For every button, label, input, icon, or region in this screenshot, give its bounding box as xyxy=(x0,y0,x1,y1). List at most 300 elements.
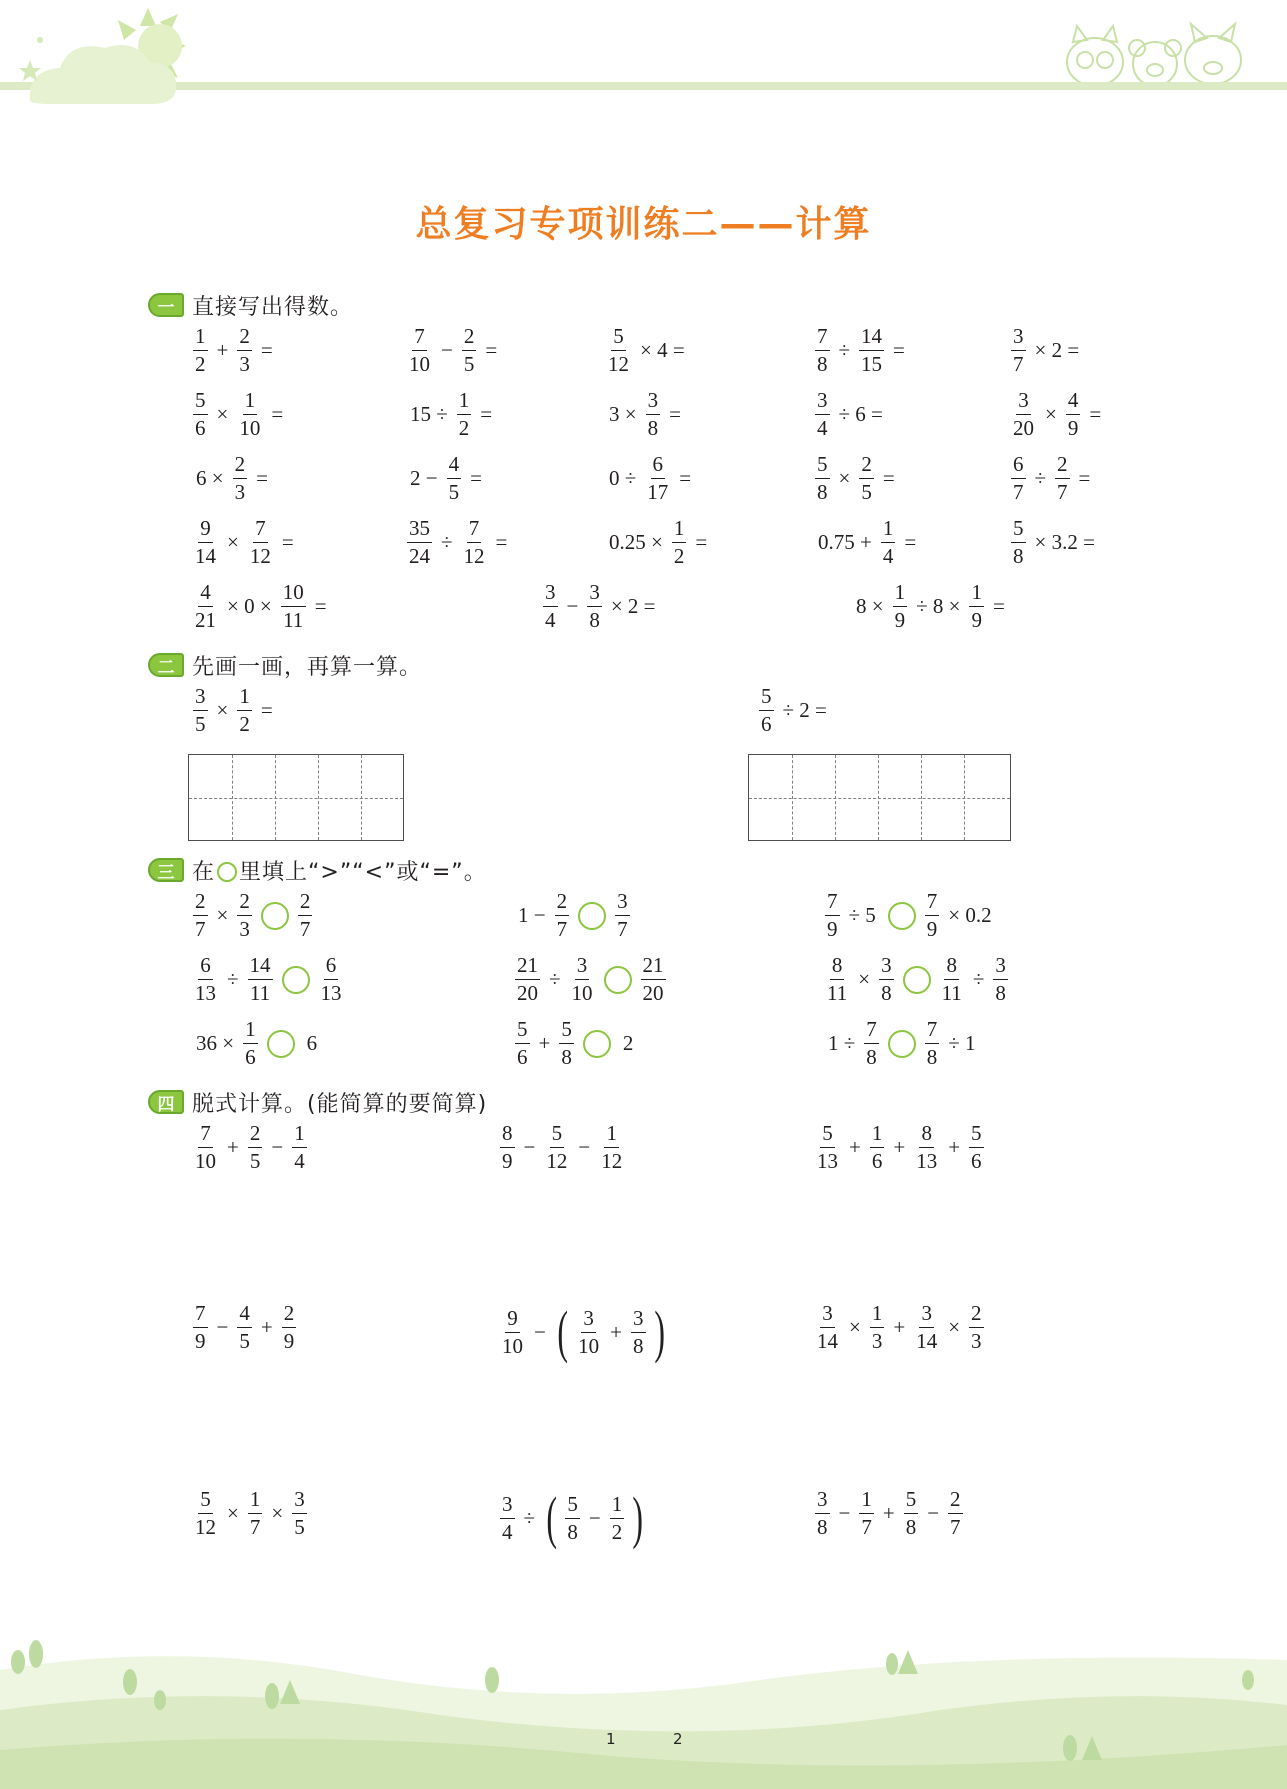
operator: = xyxy=(669,402,681,426)
numerator: 7 xyxy=(825,891,840,916)
numerator: 3 xyxy=(500,1494,515,1519)
fraction xyxy=(193,686,208,735)
denominator: 10 xyxy=(578,1333,600,1358)
fraction xyxy=(646,390,661,439)
oral-calc-item xyxy=(603,326,691,375)
numerator: 1 xyxy=(292,1123,307,1148)
operator: + xyxy=(538,1031,551,1055)
denominator: 12 xyxy=(249,544,271,568)
numerator: 2 xyxy=(555,891,570,916)
numerator: 3 xyxy=(993,955,1008,980)
operator: = xyxy=(260,698,273,722)
fraction xyxy=(969,582,984,631)
numerator: 7 xyxy=(864,1019,879,1044)
compare-circle-blank[interactable] xyxy=(261,902,289,930)
numerator: 7 xyxy=(815,326,830,351)
denominator: 3 xyxy=(971,1329,982,1353)
compare-circle-blank[interactable] xyxy=(888,1030,916,1058)
operator: + xyxy=(227,1135,239,1159)
numerator: 35 xyxy=(407,518,432,543)
denominator: 8 xyxy=(881,981,892,1005)
operator: × xyxy=(858,967,871,991)
denominator: 8 xyxy=(647,416,659,440)
oral-calc-item xyxy=(190,582,333,631)
numerator: 5 xyxy=(820,1123,835,1148)
denominator: 11 xyxy=(827,981,848,1005)
numerator: 2 xyxy=(948,1489,963,1514)
numerator: 7 xyxy=(193,1303,208,1328)
operator: × 0 × xyxy=(227,594,272,618)
denominator: 5 xyxy=(195,712,206,736)
numerator: 6 xyxy=(1011,454,1026,479)
fraction xyxy=(193,582,218,631)
operator: = xyxy=(679,466,692,490)
fraction xyxy=(925,891,940,940)
fraction xyxy=(870,1123,885,1172)
numerator: 3 xyxy=(581,1308,596,1333)
numerator: 3 xyxy=(587,582,602,607)
numerator: 5 xyxy=(969,1123,984,1148)
fraction xyxy=(815,1303,840,1352)
numerator: 4 xyxy=(198,582,213,607)
numerator: 5 xyxy=(611,326,626,351)
operator: − xyxy=(216,1315,229,1339)
compare-circle-blank[interactable] xyxy=(604,966,632,994)
operator: × xyxy=(216,698,229,722)
operator: − xyxy=(566,594,579,618)
draw-calc-item xyxy=(756,686,833,735)
fraction xyxy=(606,326,631,375)
numerator: 3 xyxy=(820,1303,835,1328)
parenthesis: ) xyxy=(632,1485,644,1550)
fraction xyxy=(904,1489,919,1538)
numerator: 3 xyxy=(575,955,590,980)
denominator: 9 xyxy=(971,608,982,632)
denominator: 8 xyxy=(926,1045,938,1069)
section-3-badge: 三 xyxy=(148,858,184,882)
operator: 15 ÷ xyxy=(410,402,448,426)
section-3-header xyxy=(148,855,487,885)
compare-item xyxy=(822,891,998,940)
operator: 0 ÷ xyxy=(609,466,637,490)
numerator: 14 xyxy=(859,326,884,351)
denominator: 14 xyxy=(195,544,216,568)
operator: = xyxy=(495,530,508,554)
denominator: 17 xyxy=(647,480,669,504)
operator: = xyxy=(485,338,498,362)
numerator: 1 xyxy=(248,1489,263,1514)
fraction xyxy=(193,326,208,375)
operator: × 4 = xyxy=(640,338,685,362)
step-calc-item xyxy=(497,1299,670,1364)
numerator: 8 xyxy=(944,955,959,980)
operator: × 0.2 xyxy=(948,903,992,927)
numerator: 2 xyxy=(859,454,874,479)
denominator: 5 xyxy=(861,480,872,504)
section-2-badge: 二 xyxy=(148,653,184,677)
operator: = xyxy=(882,466,895,490)
compare-item xyxy=(822,1019,982,1068)
denominator: 24 xyxy=(409,544,430,568)
denominator: 12 xyxy=(195,1515,216,1539)
denominator: 3 xyxy=(239,352,250,376)
page-number-right: 2 xyxy=(673,1730,683,1748)
denominator: 5 xyxy=(463,352,475,376)
operator: 6 × xyxy=(196,466,224,490)
oral-calc-item xyxy=(1008,454,1096,503)
section-1-instruction: 直接写出得数。 xyxy=(192,294,354,320)
section-4-badge: 四 xyxy=(148,1090,184,1114)
operator: = xyxy=(695,530,708,554)
fraction xyxy=(515,1019,530,1068)
denominator: 4 xyxy=(817,416,828,440)
step-calc-item xyxy=(190,1123,310,1172)
denominator: 8 xyxy=(567,1519,578,1544)
fraction xyxy=(237,686,252,735)
fraction xyxy=(645,454,670,503)
oral-calc-item xyxy=(1008,390,1107,439)
fraction xyxy=(1066,390,1081,439)
denominator: 4 xyxy=(294,1149,305,1173)
numerator: 7 xyxy=(925,891,940,916)
numerator: 4 xyxy=(237,1303,252,1328)
operator: = xyxy=(480,402,493,426)
compare-circle-blank[interactable] xyxy=(903,966,931,994)
fraction xyxy=(969,1303,984,1352)
denominator: 2 xyxy=(239,712,250,736)
fraction xyxy=(948,1489,963,1538)
denominator: 9 xyxy=(926,917,938,941)
drawing-grid-right[interactable] xyxy=(748,754,1011,841)
operator: × xyxy=(271,1501,284,1525)
denominator: 5 xyxy=(294,1515,305,1539)
denominator: 6 xyxy=(517,1045,528,1069)
numerator: 6 xyxy=(198,955,213,980)
page-title: 总复习专项训练二——计算 xyxy=(415,204,872,245)
fraction xyxy=(281,582,306,631)
denominator: 9 xyxy=(1067,416,1079,440)
operator: × xyxy=(216,903,229,927)
denominator: 8 xyxy=(817,352,828,376)
fraction xyxy=(462,326,477,375)
operator: 1 − xyxy=(518,903,546,927)
step-calc-item xyxy=(190,1303,299,1352)
numerator: 1 xyxy=(893,582,908,607)
oral-calc-item xyxy=(850,582,1011,631)
fraction xyxy=(193,390,208,439)
compare-circle-blank[interactable] xyxy=(282,966,310,994)
fraction xyxy=(248,1489,263,1538)
operator: × 2 = xyxy=(1034,338,1080,362)
numerator: 5 xyxy=(815,454,830,479)
denominator: 15 xyxy=(861,352,883,376)
numerator: 8 xyxy=(919,1123,934,1148)
operator: × xyxy=(216,402,229,426)
fraction xyxy=(815,454,830,503)
denominator: 7 xyxy=(249,1515,261,1539)
numerator: 21 xyxy=(641,955,666,980)
numerator: 1 xyxy=(243,390,258,415)
operator: ÷ xyxy=(523,1505,536,1530)
oral-calc-item xyxy=(190,326,279,375)
operator: + xyxy=(948,1135,961,1159)
operator: ÷ 6 = xyxy=(838,402,883,426)
denominator: 3 xyxy=(871,1329,883,1353)
denominator: 9 xyxy=(195,1329,206,1353)
operator: = xyxy=(893,338,905,362)
denominator: 4 xyxy=(882,544,894,568)
oral-calc-item xyxy=(404,390,498,439)
operator: 8 × xyxy=(856,594,884,618)
compare-item xyxy=(190,955,347,1004)
operator: = xyxy=(281,530,294,554)
step-calc-item xyxy=(497,1123,627,1172)
denominator: 5 xyxy=(448,480,460,504)
denominator: 5 xyxy=(249,1149,261,1173)
oral-calc-item xyxy=(812,518,922,567)
section-4-header xyxy=(148,1087,487,1117)
fraction xyxy=(615,891,630,940)
compare-circle-blank[interactable] xyxy=(578,902,606,930)
fraction xyxy=(969,1123,984,1172)
denominator: 3 xyxy=(234,480,246,504)
denominator: 12 xyxy=(546,1149,568,1173)
numerator: 5 xyxy=(1011,518,1026,543)
compare-circle-blank[interactable] xyxy=(888,902,916,930)
operator: − xyxy=(523,1135,536,1159)
denominator: 7 xyxy=(1013,352,1024,376)
denominator: 8 xyxy=(633,1333,644,1358)
denominator: 14 xyxy=(817,1329,838,1353)
fraction xyxy=(193,1489,218,1538)
numerator: 1 xyxy=(859,1489,874,1514)
numerator: 2 xyxy=(193,891,208,916)
numerator: 7 xyxy=(467,518,482,543)
draw-calc-item xyxy=(190,686,279,735)
fraction xyxy=(447,454,462,503)
denominator: 8 xyxy=(817,480,828,504)
numerator: 2 xyxy=(233,454,248,479)
numerator: 2 xyxy=(969,1303,984,1328)
denominator: 2 xyxy=(673,544,685,568)
numerator: 1 xyxy=(243,1019,258,1044)
denominator: 8 xyxy=(905,1515,917,1539)
numerator: 3 xyxy=(1016,390,1031,415)
numerator: 10 xyxy=(281,582,306,607)
denominator: 20 xyxy=(517,981,538,1005)
numerator: 9 xyxy=(505,1308,520,1333)
denominator: 2 xyxy=(611,1519,623,1544)
operator: ÷ xyxy=(1034,466,1047,490)
numerator: 1 xyxy=(969,582,984,607)
numerator: 8 xyxy=(500,1123,515,1148)
fraction xyxy=(859,326,884,375)
parenthesis: ( xyxy=(557,1299,568,1364)
fraction xyxy=(587,582,602,631)
operator: ÷ xyxy=(227,967,239,991)
fraction xyxy=(457,390,472,439)
numerator: 3 xyxy=(615,891,630,916)
section-3-text-a: 在 xyxy=(192,859,216,885)
fraction xyxy=(864,1019,879,1068)
oral-calc-item xyxy=(190,454,274,503)
denominator: 12 xyxy=(608,352,629,376)
fraction xyxy=(500,1305,525,1358)
oral-calc-item xyxy=(1008,518,1101,567)
compare-circle-blank[interactable] xyxy=(267,1030,295,1058)
fraction xyxy=(759,686,774,735)
denominator: 3 xyxy=(239,917,250,941)
numerator: 3 xyxy=(646,390,661,415)
operator: ÷ xyxy=(441,530,453,554)
numerator: 1 xyxy=(870,1123,885,1148)
numerator: 1 xyxy=(870,1303,885,1328)
fraction xyxy=(248,518,273,567)
fraction xyxy=(859,454,874,503)
fraction xyxy=(193,1303,208,1352)
denominator: 7 xyxy=(950,1515,961,1539)
drawing-grid-left[interactable] xyxy=(188,754,404,841)
operator: × 2 = xyxy=(610,594,656,618)
circle-icon xyxy=(217,862,237,882)
fraction xyxy=(298,891,313,940)
compare-item xyxy=(512,1019,639,1068)
operator: × xyxy=(227,530,239,554)
compare-circle-blank[interactable] xyxy=(583,1030,611,1058)
fraction xyxy=(599,1123,624,1172)
oral-calc-item xyxy=(190,390,289,439)
operator: ÷ xyxy=(972,967,985,991)
fraction xyxy=(1011,390,1036,439)
denominator: 6 xyxy=(871,1149,883,1173)
oral-calc-item xyxy=(812,454,901,503)
denominator: 9 xyxy=(283,1329,295,1353)
operator: 2 − xyxy=(410,466,438,490)
fraction xyxy=(237,326,252,375)
numerator: 3 xyxy=(815,1489,830,1514)
operator: + xyxy=(893,1135,906,1159)
section-3-instruction xyxy=(192,855,487,886)
operator: 1 ÷ xyxy=(828,1031,856,1055)
numerator: 4 xyxy=(447,454,462,479)
denominator: 7 xyxy=(1013,480,1024,504)
numerator: 3 xyxy=(631,1308,646,1333)
numerator: 5 xyxy=(193,390,208,415)
operator: × xyxy=(849,1315,861,1339)
operator: ÷ 8 × xyxy=(916,594,961,618)
fraction xyxy=(243,1019,258,1068)
numerator: 3 xyxy=(879,955,894,980)
compare-item xyxy=(190,1019,323,1068)
numerator: 6 xyxy=(324,955,339,980)
step-calc-item xyxy=(812,1489,966,1538)
operator: − xyxy=(578,1135,591,1159)
numerator: 3 xyxy=(193,686,208,711)
oral-calc-item xyxy=(404,326,503,375)
sun-cloud-icon xyxy=(0,0,220,110)
denominator: 2 xyxy=(195,352,206,376)
numerator: 4 xyxy=(1066,390,1081,415)
operator: × xyxy=(227,1501,239,1525)
denominator: 8 xyxy=(866,1045,877,1069)
denominator: 11 xyxy=(283,608,304,632)
fraction xyxy=(282,1303,297,1352)
fraction xyxy=(914,1123,939,1172)
operator: = xyxy=(1078,466,1091,490)
section-2-instruction: 先画一画，再算一算。 xyxy=(192,654,423,680)
numerator: 2 xyxy=(462,326,477,351)
fraction xyxy=(500,1491,515,1544)
numerator: 1 xyxy=(604,1123,619,1148)
denominator: 6 xyxy=(761,712,772,736)
operator: − xyxy=(534,1319,546,1344)
denominator: 11 xyxy=(941,981,962,1005)
denominator: 7 xyxy=(556,917,568,941)
numerator: 5 xyxy=(198,1489,213,1514)
numerator: 21 xyxy=(515,955,540,980)
operator: + xyxy=(260,1315,273,1339)
numerator: 5 xyxy=(759,686,774,711)
operator: 3 × xyxy=(609,402,637,426)
numerator: 2 xyxy=(298,891,313,916)
denominator: 12 xyxy=(463,544,485,568)
operator: 0.75 + xyxy=(818,530,872,554)
section-1-header xyxy=(148,290,353,320)
operator: × xyxy=(838,466,851,490)
fraction xyxy=(237,390,262,439)
operator: = xyxy=(470,466,482,490)
fraction xyxy=(543,582,558,631)
operator: + xyxy=(882,1501,895,1525)
section-1-badge: 一 xyxy=(148,293,184,317)
oral-calc-item xyxy=(603,390,687,439)
fraction xyxy=(292,1489,307,1538)
step-calc-item xyxy=(190,1489,310,1538)
numerator: 5 xyxy=(559,1019,574,1044)
fraction xyxy=(193,891,208,940)
section-3-text-b: 里填上“>”“<”或“=”。 xyxy=(239,859,487,885)
fraction xyxy=(815,326,830,375)
denominator: 10 xyxy=(195,1149,216,1173)
denominator: 13 xyxy=(817,1149,838,1173)
operator: ÷ xyxy=(838,338,851,362)
section-2-header xyxy=(148,650,422,680)
numerator: 5 xyxy=(565,1494,580,1519)
numerator: 9 xyxy=(198,518,213,543)
denominator: 8 xyxy=(995,981,1006,1005)
operator: = xyxy=(260,338,273,362)
numerator: 5 xyxy=(550,1123,565,1148)
fraction xyxy=(500,1123,515,1172)
fraction xyxy=(631,1305,646,1358)
denominator: 7 xyxy=(861,1515,872,1539)
fraction xyxy=(292,1123,307,1172)
fraction xyxy=(859,1489,874,1538)
denominator: 4 xyxy=(502,1519,513,1544)
numerator: 7 xyxy=(198,1123,213,1148)
denominator: 8 xyxy=(817,1515,828,1539)
denominator: 8 xyxy=(589,608,600,632)
numerator: 5 xyxy=(904,1489,919,1514)
fraction xyxy=(672,518,687,567)
denominator: 14 xyxy=(916,1329,938,1353)
numerator: 1 xyxy=(193,326,208,351)
fraction xyxy=(233,454,248,503)
oral-calc-item xyxy=(404,454,488,503)
numerator: 1 xyxy=(237,686,252,711)
parenthesis: ) xyxy=(653,1299,665,1364)
fraction xyxy=(555,891,570,940)
